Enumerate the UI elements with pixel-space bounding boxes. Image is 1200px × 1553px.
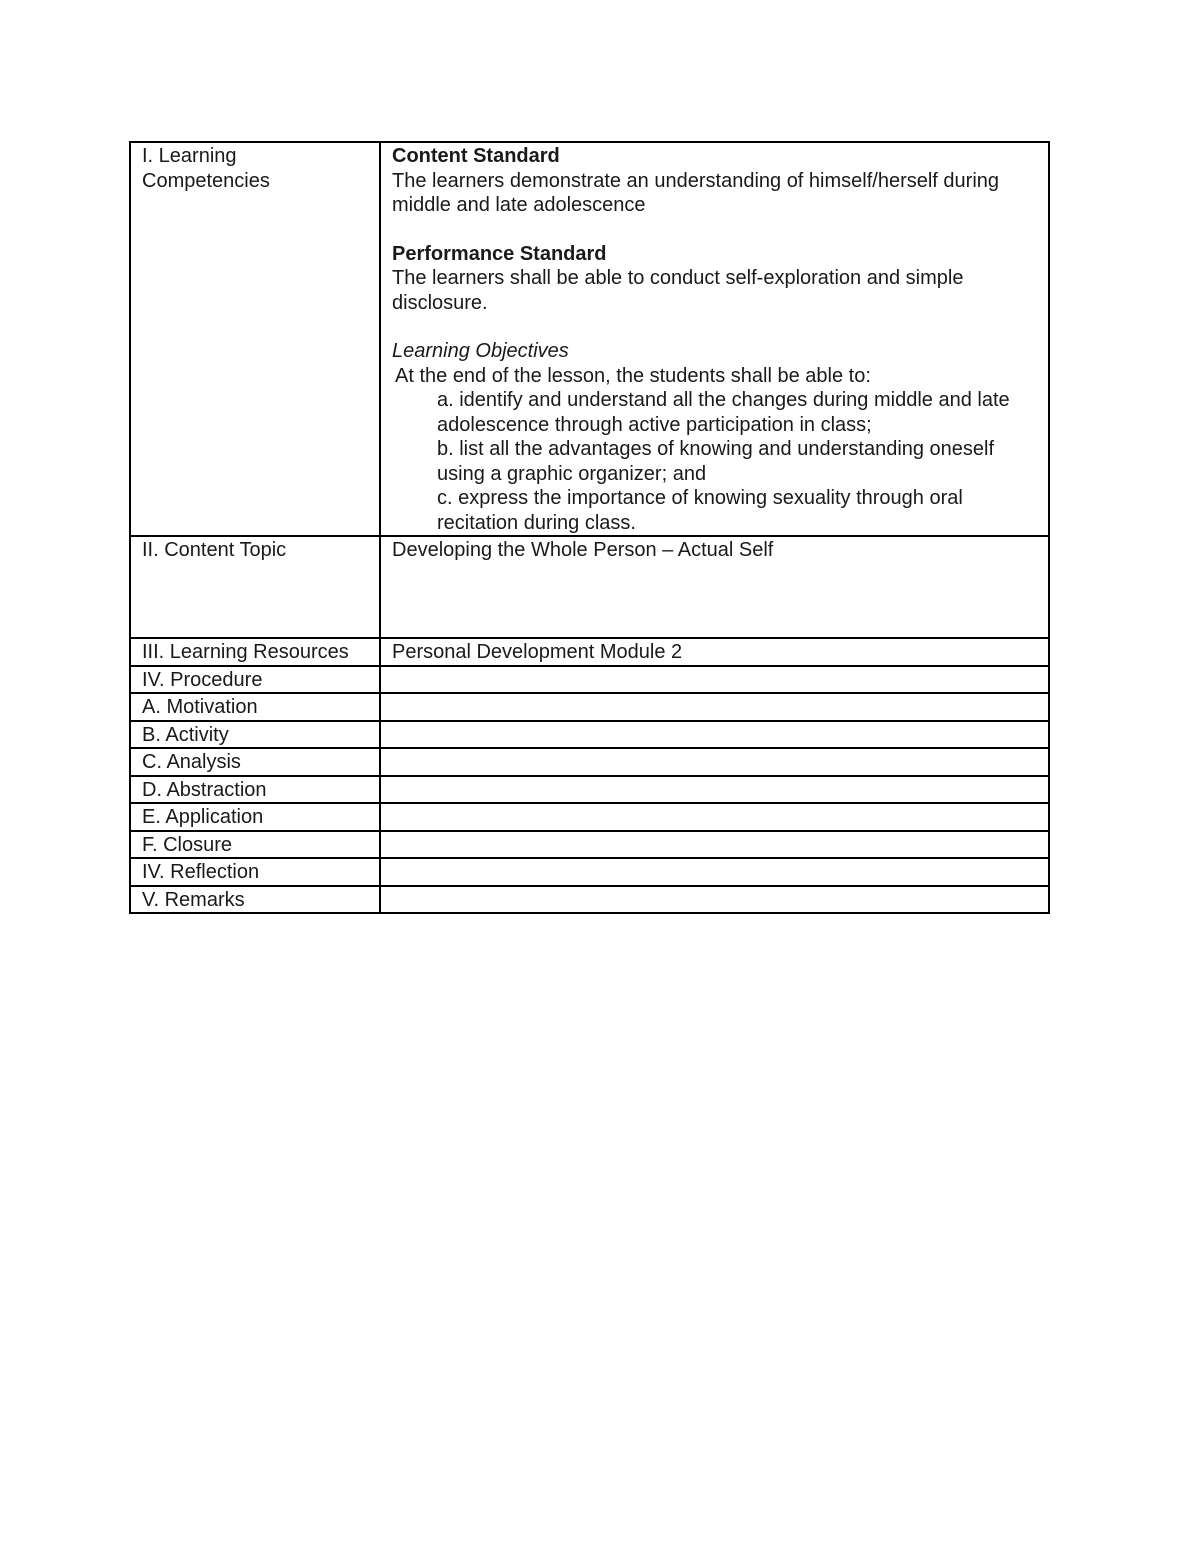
table-row-procedure-step — [130, 693, 1049, 721]
procedure-step-label: A. Motivation — [130, 693, 380, 721]
procedure-step-value — [380, 803, 1049, 831]
procedure-step-label: E. Application — [130, 803, 380, 831]
table-row-learning-competencies — [130, 142, 1049, 536]
performance-standard-heading: Performance Standard — [392, 242, 607, 265]
learning-objectives-intro: At the end of the lesson, the students shall be able to: — [395, 364, 871, 387]
table-row-reflection — [130, 858, 1049, 886]
procedure-step-label: F. Closure — [130, 831, 380, 859]
procedure-step-value — [380, 693, 1049, 721]
spacer — [392, 315, 1038, 339]
remarks-label: V. Remarks — [130, 886, 380, 914]
procedure-label: IV. Procedure — [130, 666, 380, 694]
table-row-learning-resources — [130, 638, 1049, 666]
reflection-value — [380, 858, 1049, 886]
learning-objectives-heading: Learning Objectives — [392, 340, 569, 362]
procedure-step-value — [380, 748, 1049, 776]
learning-objective-item: a. identify and understand all the changes during middle and late adolescence through active participation in class; — [437, 389, 1010, 436]
learning-resources-value: Personal Development Module 2 — [380, 638, 1049, 666]
table-row-procedure-step — [130, 721, 1049, 749]
performance-standard-text: The learners shall be able to conduct self-exploration and simple disclosure. — [392, 267, 964, 314]
procedure-step-label: C. Analysis — [130, 748, 380, 776]
learning-competencies-content — [380, 142, 1049, 536]
learning-resources-label: III. Learning Resources — [130, 638, 380, 666]
lesson-plan-table — [129, 141, 1050, 914]
remarks-value — [380, 886, 1049, 914]
procedure-value — [380, 666, 1049, 694]
table-row-procedure-step — [130, 776, 1049, 804]
content-topic-value: Developing the Whole Person – Actual Self — [380, 536, 1049, 638]
procedure-step-value — [380, 831, 1049, 859]
procedure-step-label: B. Activity — [130, 721, 380, 749]
procedure-step-label: D. Abstraction — [130, 776, 380, 804]
content-topic-label: II. Content Topic — [130, 536, 380, 638]
content-standard-text: The learners demonstrate an understanding of himself/herself during middle and late adolescence — [392, 169, 1000, 216]
table-row-remarks — [130, 886, 1049, 914]
learning-competencies-label: I. Learning Competencies — [130, 142, 380, 536]
table-row-procedure-step — [130, 831, 1049, 859]
table-row-procedure — [130, 666, 1049, 694]
procedure-step-value — [380, 721, 1049, 749]
procedure-step-value — [380, 776, 1049, 804]
content-standard-heading: Content Standard — [392, 145, 560, 167]
table-row-procedure-step — [130, 803, 1049, 831]
table-row-content-topic — [130, 536, 1049, 638]
table-row-procedure-step — [130, 748, 1049, 776]
spacer — [392, 218, 1038, 242]
reflection-label: IV. Reflection — [130, 858, 380, 886]
learning-objective-item: c. express the importance of knowing sexuality through oral recitation during class. — [437, 487, 963, 534]
learning-objective-item: b. list all the advantages of knowing and understanding oneself using a graphic organizer; and — [437, 438, 995, 485]
